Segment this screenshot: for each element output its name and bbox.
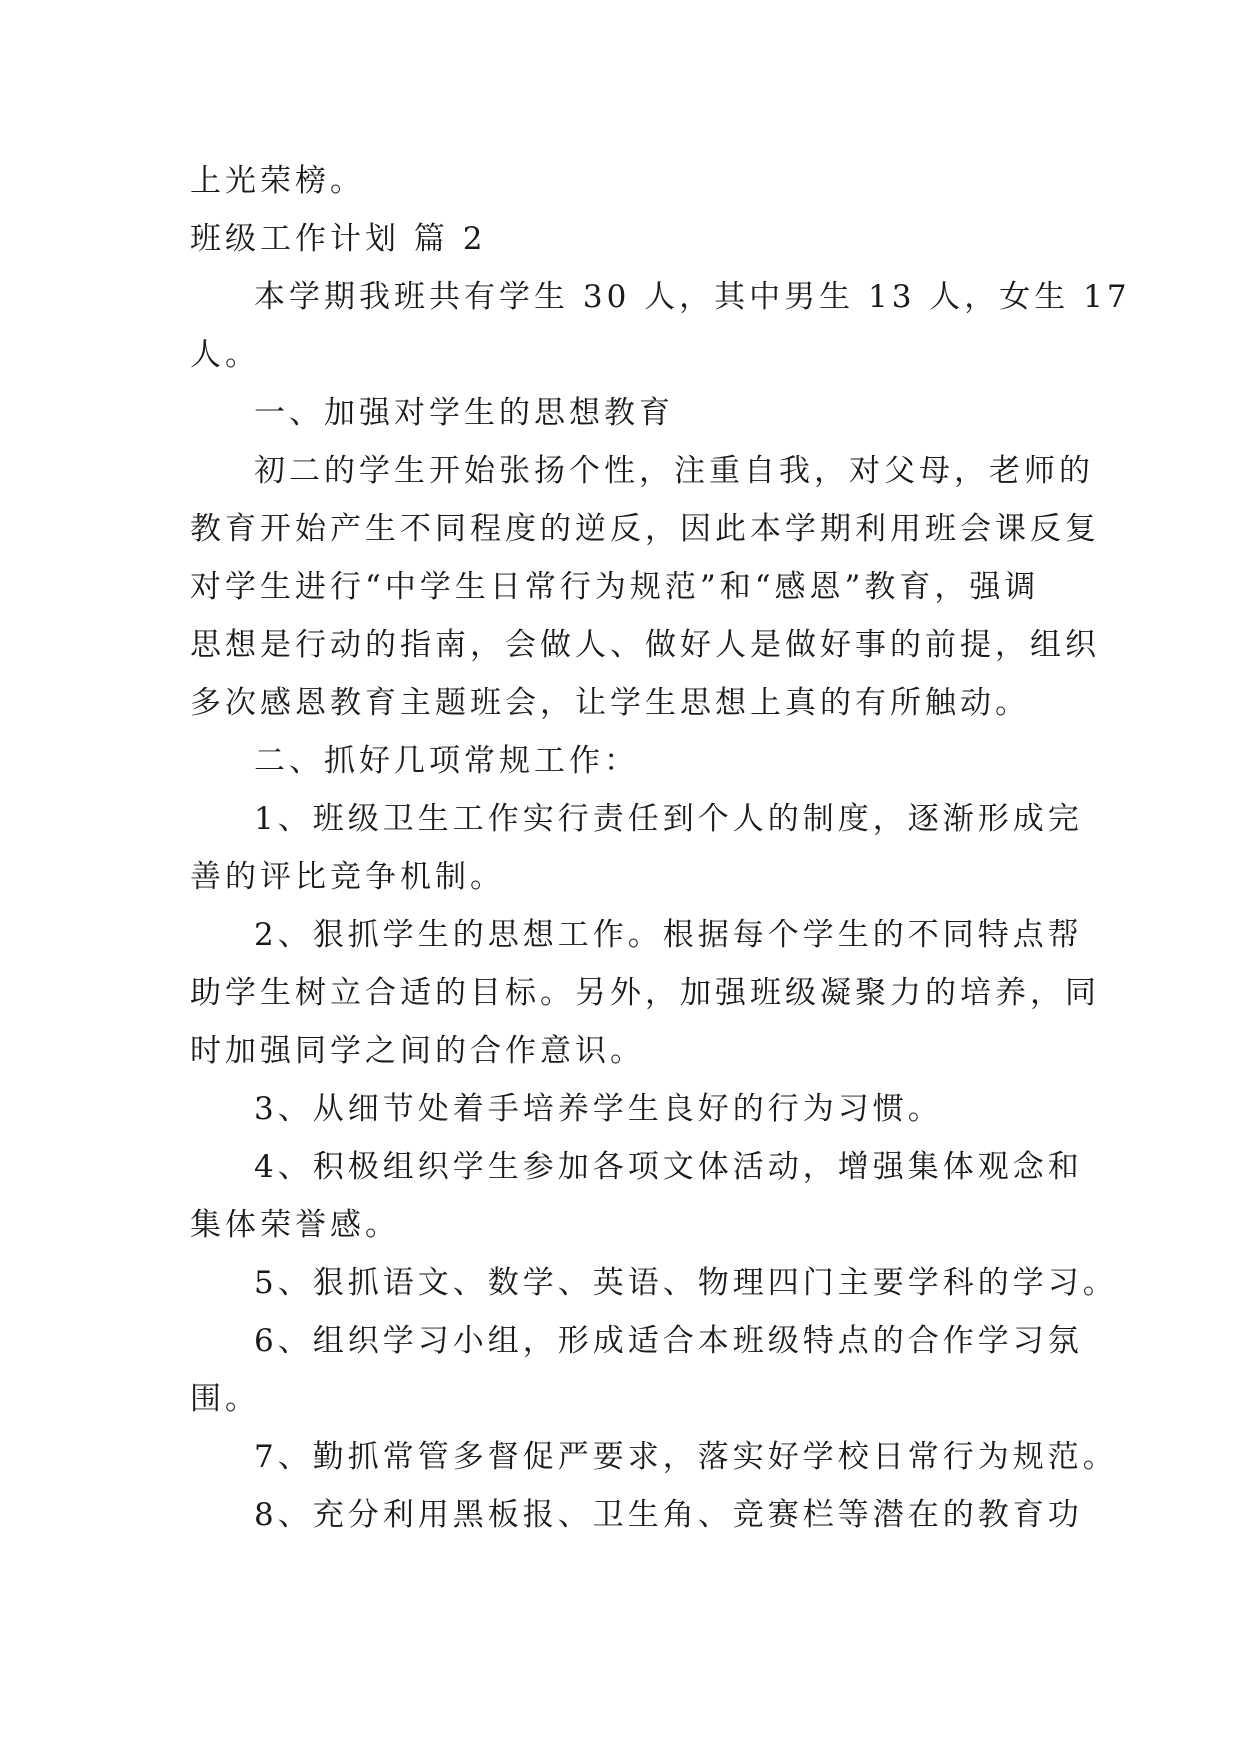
subsection-heading: 二、抓好几项常规工作： [254,743,639,779]
list-item: 8、充分利用黑板报、卫生角、竞赛栏等潜在的教育功 [254,1497,1083,1533]
subsection-heading: 一、加强对学生的思想教育 [254,395,674,431]
list-item: 7、勤抓常管多督促严要求，落实好学校日常行为规范。 [254,1439,1118,1475]
text-line: 教育开始产生不同程度的逆反，因此本学期利用班会课反复 [190,511,1100,547]
text-line: 围。 [190,1381,260,1417]
section-heading: 班级工作计划 篇 2 [190,221,487,257]
text-line: 集体荣誉感。 [190,1207,400,1243]
list-item: 1、班级卫生工作实行责任到个人的制度，逐渐形成完 [254,801,1083,837]
text-line: 对学生进行“中学生日常行为规范”和“感恩”教育，强调 [190,569,1040,605]
text-line: 助学生树立合适的目标。另外，加强班级凝聚力的培养，同 [190,975,1100,1011]
list-item: 6、组织学习小组，形成适合本班级特点的合作学习氛 [254,1323,1083,1359]
text-line: 思想是行动的指南，会做人、做好人是做好事的前提，组织 [190,627,1100,663]
text-line: 时加强同学之间的合作意识。 [190,1033,645,1069]
text-line: 初二的学生开始张扬个性，注重自我，对父母，老师的 [254,453,1094,489]
list-item: 4、积极组织学生参加各项文体活动，增强集体观念和 [254,1149,1083,1185]
text-line: 多次感恩教育主题班会，让学生思想上真的有所触动。 [190,685,1030,721]
text-line: 上光荣榜。 [190,163,365,199]
list-item: 5、狠抓语文、数学、英语、物理四门主要学科的学习。 [254,1265,1118,1301]
list-item: 3、从细节处着手培养学生良好的行为习惯。 [254,1091,943,1127]
text-line: 善的评比竞争机制。 [190,859,505,895]
text-line: 本学期我班共有学生 30 人，其中男生 13 人，女生 17 [254,279,1131,315]
list-item: 2、狠抓学生的思想工作。根据每个学生的不同特点帮 [254,917,1083,953]
document-body [190,152,1131,1544]
text-line: 人。 [190,337,260,373]
